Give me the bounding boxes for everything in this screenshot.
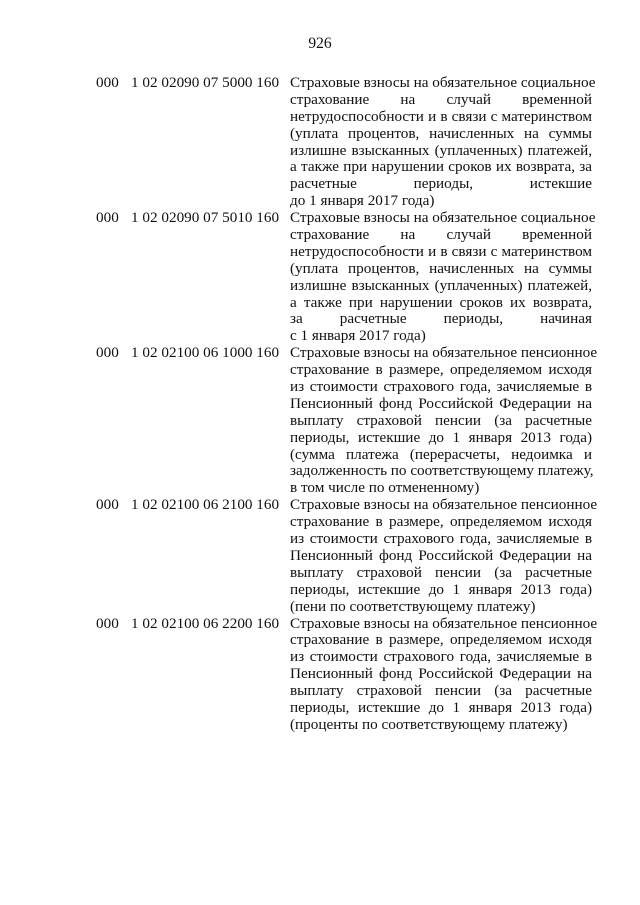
description-line: выплату страховой пенсии (за расчетные (290, 563, 592, 581)
entry-description (290, 209, 596, 345)
classification-code: 1 02 02100 06 1000 160 (131, 344, 280, 362)
description-line: Страховые взносы на обязательное социальное (290, 209, 596, 227)
classification-code: 1 02 02090 07 5000 160 (131, 74, 280, 91)
description-line: из стоимости страхового года, зачисляемые в (290, 378, 592, 396)
description-line: Пенсионный фонд Российской Федерации на (290, 394, 592, 412)
description-line: периоды, истекшие до 1 января 2013 года) (290, 698, 592, 716)
description-line: выплату страховой пенсии (за расчетные (290, 682, 592, 700)
description-line: Пенсионный фонд Российской Федерации на (290, 665, 592, 683)
description-line: до 1 января 2017 года) (290, 192, 435, 210)
description-line: расчетные периоды, истекшие (290, 175, 592, 193)
entry-description (290, 496, 598, 615)
description-line: нетрудоспособности и в связи с материнством (290, 107, 592, 125)
description-line: (уплата процентов, начисленных на суммы (290, 259, 592, 277)
budget-code-entry (0, 497, 640, 615)
budget-code-entry (0, 210, 640, 345)
description-line: (пени по соответствующему платежу) (290, 597, 536, 615)
description-line: (уплата процентов, начисленных на суммы (290, 124, 592, 142)
description-line: за расчетные периоды, начиная (290, 310, 592, 328)
entry-description (290, 344, 598, 497)
description-line: Страховые взносы на обязательное пенсионное (290, 614, 598, 632)
description-line: а также при нарушении сроков их возврата, за (290, 158, 592, 176)
description-line: Страховые взносы на обязательное пенсионное (290, 344, 598, 362)
description-line: нетрудоспособности и в связи с материнством (290, 242, 592, 260)
budget-code-list (0, 75, 640, 734)
description-line: излишне взысканных (уплаченных) платежей, (290, 276, 592, 294)
description-line: страхование на случай временной (290, 226, 592, 244)
budget-code-entry (0, 75, 640, 210)
description-line: с 1 января 2017 года) (290, 327, 426, 345)
admin-code: 000 (96, 344, 119, 362)
description-line: Пенсионный фонд Российской Федерации на (290, 546, 592, 564)
description-line: излишне взысканных (уплаченных) платежей, (290, 141, 592, 159)
classification-code: 1 02 02090 07 5010 160 (131, 209, 280, 227)
page-number: 926 (308, 35, 332, 52)
description-line: Страховые взносы на обязательное социальное (290, 74, 596, 91)
description-line: страхование в размере, определяемом исходя (290, 513, 592, 531)
description-line: в том числе по отмененному) (290, 479, 480, 497)
entry-description (290, 74, 596, 210)
admin-code: 000 (96, 614, 119, 632)
entry-description (290, 614, 598, 734)
budget-code-entry (0, 345, 640, 497)
description-line: из стоимости страхового года, зачисляемые в (290, 530, 592, 548)
budget-code-entry (0, 616, 640, 734)
admin-code: 000 (96, 74, 119, 91)
description-line: страхование в размере, определяемом исходя (290, 631, 592, 649)
description-line: периоды, истекшие до 1 января 2013 года) (290, 580, 592, 598)
description-line: из стоимости страхового года, зачисляемые в (290, 648, 592, 666)
classification-code: 1 02 02100 06 2200 160 (131, 614, 280, 632)
description-line: страхование в размере, определяемом исходя (290, 361, 592, 379)
classification-code: 1 02 02100 06 2100 160 (131, 496, 280, 514)
description-line: (сумма платежа (перерасчеты, недоимка и (290, 445, 592, 463)
description-line: (проценты по соответствующему платежу) (290, 715, 568, 733)
description-line: страхование на случай временной (290, 90, 592, 108)
description-line: Страховые взносы на обязательное пенсионное (290, 496, 598, 514)
description-line: выплату страховой пенсии (за расчетные (290, 411, 592, 429)
description-line: а также при нарушении сроков их возврата, (290, 293, 592, 311)
description-line: задолженность по соответствующему платежу, (290, 462, 594, 480)
admin-code: 000 (96, 209, 119, 227)
admin-code: 000 (96, 496, 119, 514)
description-line: периоды, истекшие до 1 января 2013 года) (290, 428, 592, 446)
